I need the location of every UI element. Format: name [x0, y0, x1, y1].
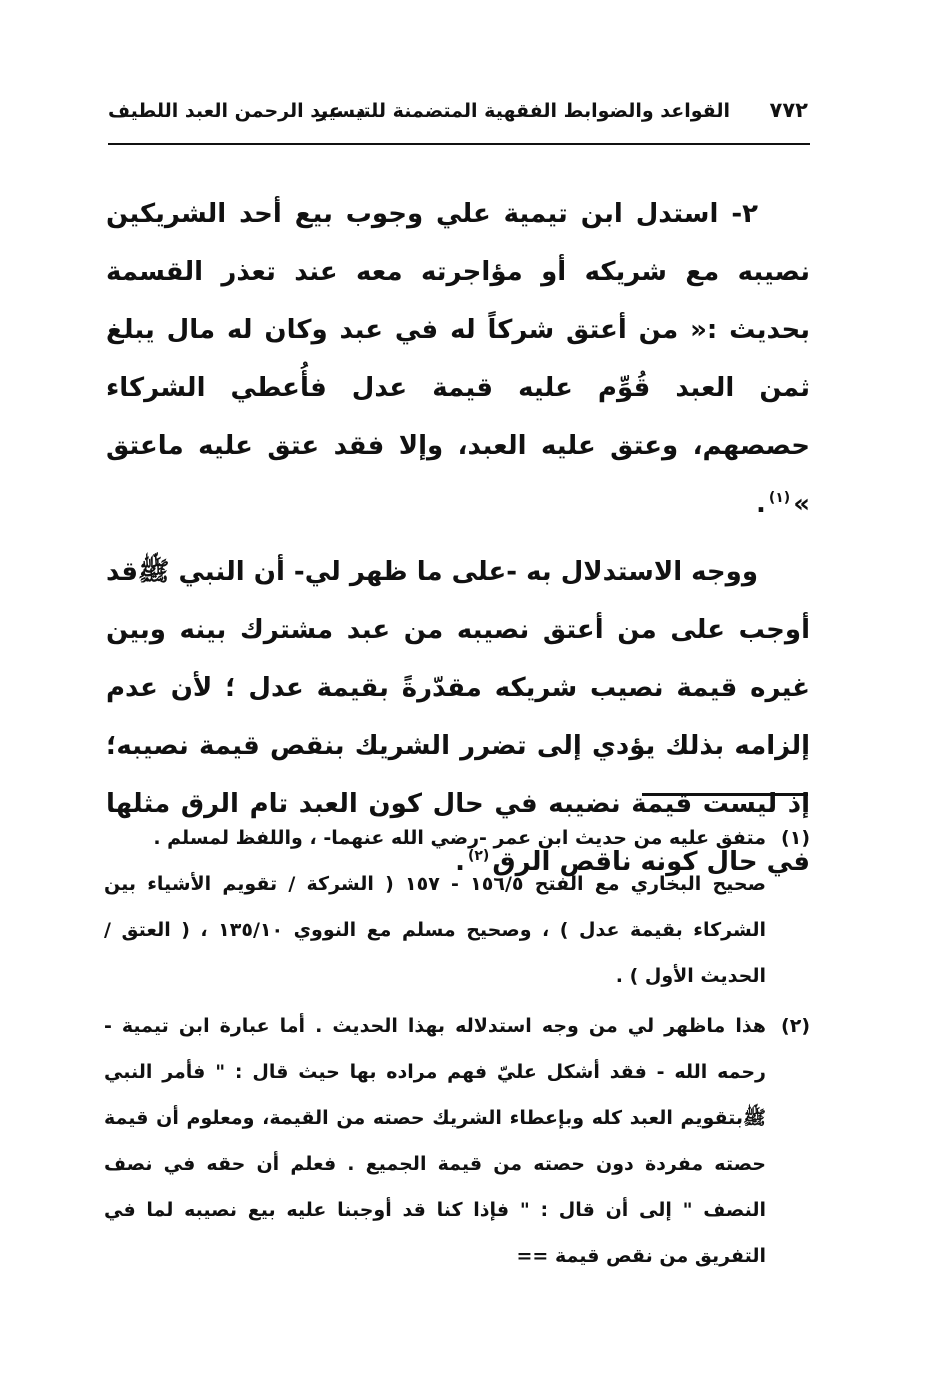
footnote-ref-2: (٢): [467, 848, 490, 865]
footnote-line: هذا ماظهر لي من وجه استدلاله بهذا الحديث . أما عبارة ابن تيمية - رحمه الله - فقد أشكل عليّ فهم مراده بها حيث قال : " فأمر النبي ﷺبتقويم العبد كله وبإعطاء الشريك حصته من القيمة، ومعلوم أن قيمة حصته مفردة دون حصته من قيمة الجميع . فعلم أن حقه في نصف النصف " إلى أن قال : " فإذا كنا قد أوجبنا عليه بيع نصيبه لما في التفريق من نقص قيمة ==: [104, 1015, 766, 1267]
footnote-1: [104, 815, 810, 999]
paragraph-1: [106, 185, 810, 533]
paragraph-1-text: ٢- استدل ابن تيمية علي وجوب بيع أحد الشريكين نصيبه مع شريكه أو مؤاجرته معه عند تعذر القسمة بحديث :« من أعتق شركاً له في عبد وكان له مال يبلغ ثمن العبد قُوِّم عليه قيمة عدل فأُعطي الشركاء حصصهم، وعتق عليه العبد، وإلا فقد عتق عليه ماعتق »: [106, 199, 810, 519]
paragraph-2-text: ووجه الاستدلال به -على ما ظهر لي- أن النبي ﷺقد أوجب على من أعتق نصيبه من عبد مشترك بينه وبين غيره قيمة نصيب شريكه مقدّرةً بقيمة عدل ؛ لأن عدم إلزامه بذلك يؤدي إلى تضرر الشريك بنقص قيمة نصيبه؛ إذ ليست قيمة نضيبه في حال كون العبد تام الرق مثلها في حال كونه ناقص الرق: [106, 557, 810, 877]
footnote-line: صحيح البخاري مع الفتح ١٥٦/٥ - ١٥٧ ( الشركة / تقويم الأشياء بين الشركاء بقيمة عدل ) ، وصحيح مسلم مع النووي ١٣٥/١٠ ، ( العتق / الحديث الأول ) .: [104, 873, 766, 987]
page-number: ٧٧٢: [769, 98, 808, 122]
footnote-2: [104, 1003, 810, 1279]
footnotes: [104, 815, 810, 1283]
footnote-body: [104, 815, 766, 999]
footnote-marker: (٢): [781, 1015, 810, 1037]
paragraph-2-end: .: [455, 847, 465, 877]
author-name: د. عبد الرحمن العبد اللطيف: [108, 100, 366, 122]
paragraph-1-end: .: [755, 489, 766, 519]
header-divider: [108, 143, 810, 145]
footnote-marker: (١): [781, 827, 810, 849]
running-header: [108, 92, 808, 132]
main-text: [106, 185, 810, 891]
footnote-ref-1: (١): [768, 490, 791, 507]
book-title: القواعد والضوابط الفقهية المتضمنة للتيسير: [316, 100, 730, 122]
footnote-line: متفق عليه من حديث ابن عمر -رضي الله عنهما- ، واللفظ لمسلم .: [153, 827, 766, 849]
footnote-body: [104, 1003, 766, 1279]
footnote-divider: [642, 793, 808, 796]
